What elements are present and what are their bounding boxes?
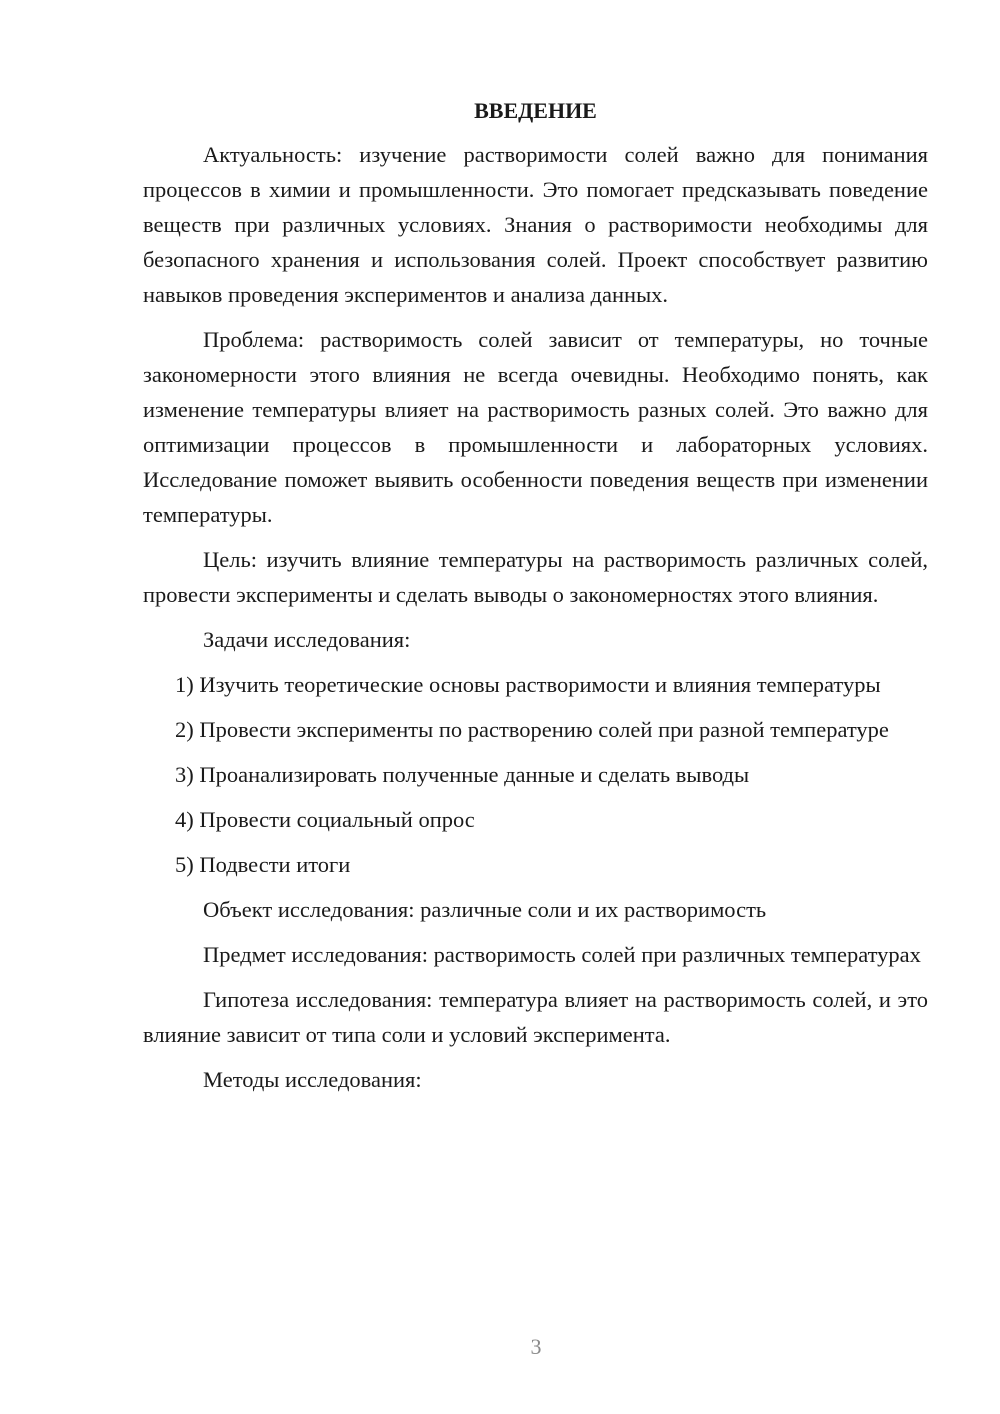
- methods-heading: Методы исследования:: [203, 1067, 422, 1092]
- subject-paragraph: Предмет исследования: растворимость солей при различных температурах: [203, 942, 921, 967]
- task-item: 4) Провести социальный опрос: [175, 807, 475, 832]
- page-content: [143, 95, 928, 1107]
- task-item: 3) Проанализировать полученные данные и сделать выводы: [175, 762, 750, 787]
- task-item: 2) Провести эксперименты по растворению солей при разной температуре: [175, 717, 889, 742]
- hypothesis-paragraph: Гипотеза исследования: температура влияет на растворимость солей, и это влияние зависит от типа соли и условий эксперимента.: [143, 987, 928, 1047]
- task-item: 5) Подвести итоги: [175, 852, 351, 877]
- problem-paragraph: Проблема: растворимость солей зависит от температуры, но точные закономерности этого влияния не всегда очевидны. Необходимо понять, как изменение температуры влияет на растворимость разных солей. Это важно для оптимизации процессов в промышленности и лабораторных условиях. Исследование поможет выявить особенности поведения веществ при изменении температуры.: [143, 327, 928, 527]
- goal-paragraph: Цель: изучить влияние температуры на растворимость различных солей, провести эксперименты и сделать выводы о закономерностях этого влияния.: [143, 547, 928, 607]
- page-number: 3: [530, 1334, 542, 1359]
- tasks-heading: Задачи исследования:: [203, 627, 411, 652]
- relevance-paragraph: Актуальность: изучение растворимости солей важно для понимания процессов в химии и промышленности. Это помогает предсказывать поведение веществ при различных условиях. Знания о растворимости необходимы для безопасного хранения и использования солей. Проект способствует развитию навыков проведения экспериментов и анализа данных.: [143, 142, 928, 307]
- task-item: 1) Изучить теоретические основы растворимости и влияния температуры: [175, 672, 881, 697]
- object-paragraph: Объект исследования: различные соли и их растворимость: [203, 897, 767, 922]
- section-title: ВВЕДЕНИЕ: [474, 98, 597, 123]
